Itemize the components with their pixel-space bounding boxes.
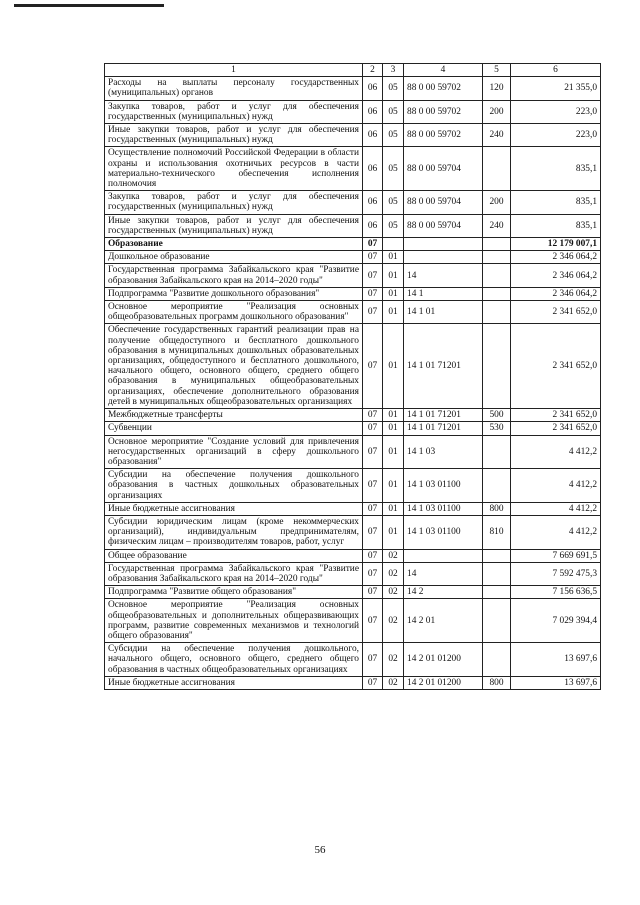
table-row bbox=[105, 251, 601, 264]
expense-type-cell bbox=[483, 586, 511, 599]
subsection-code-cell: 01 bbox=[383, 469, 404, 503]
subsection-code-cell bbox=[383, 238, 404, 251]
target-article-cell: 14 2 01 01200 bbox=[404, 643, 483, 677]
amount-cell: 4 412,2 bbox=[511, 469, 601, 503]
expense-type-cell bbox=[483, 238, 511, 251]
target-article-cell: 14 2 01 bbox=[404, 599, 483, 643]
expense-type-cell: 500 bbox=[483, 409, 511, 422]
amount-cell: 4 412,2 bbox=[511, 435, 601, 469]
amount-cell: 2 346 064,2 bbox=[511, 251, 601, 264]
row-name-cell: Дошкольное образование bbox=[105, 251, 363, 264]
subsection-code-cell: 01 bbox=[383, 409, 404, 422]
target-article-cell: 88 0 00 59702 bbox=[404, 77, 483, 100]
expense-type-cell: 240 bbox=[483, 124, 511, 147]
section-code-cell: 07 bbox=[363, 502, 383, 515]
amount-cell: 13 697,6 bbox=[511, 676, 601, 689]
row-name-cell: Подпрограмма "Развитие общего образования" bbox=[105, 586, 363, 599]
expense-type-cell: 800 bbox=[483, 676, 511, 689]
section-code-cell: 07 bbox=[363, 549, 383, 562]
row-name-cell: Образование bbox=[105, 238, 363, 251]
amount-cell: 835,1 bbox=[511, 191, 601, 214]
page-number: 56 bbox=[314, 844, 326, 856]
target-article-cell: 88 0 00 59704 bbox=[404, 214, 483, 237]
row-name-cell: Иные закупки товаров, работ и услуг для обеспечения государственных (муниципальных) нужд bbox=[105, 214, 363, 237]
row-name-cell: Государственная программа Забайкальского края "Развитие образования Забайкальского края на 2014–2020 годы" bbox=[105, 264, 363, 287]
amount-cell: 835,1 bbox=[511, 147, 601, 191]
subsection-code-cell: 05 bbox=[383, 147, 404, 191]
row-name-cell: Основное мероприятие "Реализация основных общеобразовательных и дополнительных общеразвивающих программ, развитие современных механизмов и технологий общего образования" bbox=[105, 599, 363, 643]
section-code-cell: 06 bbox=[363, 77, 383, 100]
amount-cell: 2 341 652,0 bbox=[511, 409, 601, 422]
header-cell: 6 bbox=[511, 64, 601, 77]
table-row bbox=[105, 191, 601, 214]
target-article-cell: 14 1 bbox=[404, 287, 483, 300]
expense-type-cell: 530 bbox=[483, 422, 511, 435]
row-name-cell: Основное мероприятие "Реализация основных общеобразовательных программ дошкольного образования" bbox=[105, 301, 363, 324]
target-article-cell: 14 bbox=[404, 562, 483, 585]
header-cell: 5 bbox=[483, 64, 511, 77]
target-article-cell: 88 0 00 59704 bbox=[404, 147, 483, 191]
subsection-code-cell: 02 bbox=[383, 562, 404, 585]
target-article-cell bbox=[404, 549, 483, 562]
table-row bbox=[105, 287, 601, 300]
subsection-code-cell: 02 bbox=[383, 586, 404, 599]
target-article-cell: 14 1 01 71201 bbox=[404, 422, 483, 435]
section-code-cell: 07 bbox=[363, 264, 383, 287]
expense-type-cell bbox=[483, 549, 511, 562]
subsection-code-cell: 02 bbox=[383, 643, 404, 677]
target-article-cell: 14 1 03 bbox=[404, 435, 483, 469]
table-row bbox=[105, 124, 601, 147]
amount-cell: 2 341 652,0 bbox=[511, 422, 601, 435]
table-row bbox=[105, 409, 601, 422]
row-name-cell: Субсидии на обеспечение получения дошкольного, начального общего, основного общего, среднего общего образования в частных общеобразовательных организациях bbox=[105, 643, 363, 677]
amount-cell: 223,0 bbox=[511, 124, 601, 147]
expense-type-cell bbox=[483, 562, 511, 585]
row-name-cell: Закупка товаров, работ и услуг для обеспечения государственных (муниципальных) нужд bbox=[105, 191, 363, 214]
table-row bbox=[105, 515, 601, 549]
table-row bbox=[105, 549, 601, 562]
expense-type-cell: 800 bbox=[483, 502, 511, 515]
subsection-code-cell: 02 bbox=[383, 549, 404, 562]
table-row bbox=[105, 264, 601, 287]
table-row bbox=[105, 599, 601, 643]
table-header-row bbox=[105, 64, 601, 77]
subsection-code-cell: 01 bbox=[383, 515, 404, 549]
target-article-cell: 14 1 03 01100 bbox=[404, 515, 483, 549]
row-name-cell: Субвенции bbox=[105, 422, 363, 435]
section-code-cell: 06 bbox=[363, 124, 383, 147]
target-article-cell: 88 0 00 59702 bbox=[404, 124, 483, 147]
table-row bbox=[105, 147, 601, 191]
subsection-code-cell: 01 bbox=[383, 301, 404, 324]
subsection-code-cell: 05 bbox=[383, 100, 404, 123]
subsection-code-cell: 01 bbox=[383, 287, 404, 300]
row-name-cell: Обеспечение государственных гарантий реализации прав на получение общедоступного и бесплатного дошкольного образования в муниципальных дошкольных образовательных организациях, общедоступного и бесплатного дошкольного, начального общего, основного общего, среднего общего образования в муниципальных общеобразовательных организациях, обеспечение дополнительного образования детей в муниципальных общеобразовательных организациях bbox=[105, 324, 363, 409]
expense-type-cell: 240 bbox=[483, 214, 511, 237]
amount-cell: 12 179 007,1 bbox=[511, 238, 601, 251]
section-code-cell: 07 bbox=[363, 676, 383, 689]
subsection-code-cell: 01 bbox=[383, 251, 404, 264]
scan-mark bbox=[14, 4, 164, 7]
subsection-code-cell: 05 bbox=[383, 214, 404, 237]
target-article-cell: 14 2 01 01200 bbox=[404, 676, 483, 689]
row-name-cell: Государственная программа Забайкальского края "Развитие образования Забайкальского края на 2014–2020 годы" bbox=[105, 562, 363, 585]
subsection-code-cell: 01 bbox=[383, 502, 404, 515]
section-code-cell: 07 bbox=[363, 515, 383, 549]
table-row bbox=[105, 502, 601, 515]
subsection-code-cell: 01 bbox=[383, 264, 404, 287]
amount-cell: 13 697,6 bbox=[511, 643, 601, 677]
table-row bbox=[105, 676, 601, 689]
target-article-cell bbox=[404, 238, 483, 251]
expense-type-cell bbox=[483, 147, 511, 191]
subsection-code-cell: 05 bbox=[383, 124, 404, 147]
section-code-cell: 06 bbox=[363, 214, 383, 237]
header-cell: 1 bbox=[105, 64, 363, 77]
table-row bbox=[105, 301, 601, 324]
section-code-cell: 07 bbox=[363, 469, 383, 503]
expense-type-cell bbox=[483, 469, 511, 503]
table-row bbox=[105, 469, 601, 503]
subsection-code-cell: 01 bbox=[383, 435, 404, 469]
section-code-cell: 06 bbox=[363, 191, 383, 214]
section-code-cell: 07 bbox=[363, 324, 383, 409]
section-code-cell: 07 bbox=[363, 251, 383, 264]
target-article-cell: 14 1 03 01100 bbox=[404, 502, 483, 515]
table-row bbox=[105, 238, 601, 251]
table-row bbox=[105, 214, 601, 237]
section-code-cell: 07 bbox=[363, 422, 383, 435]
section-code-cell: 07 bbox=[363, 301, 383, 324]
amount-cell: 835,1 bbox=[511, 214, 601, 237]
expense-type-cell bbox=[483, 251, 511, 264]
subsection-code-cell: 02 bbox=[383, 599, 404, 643]
row-name-cell: Межбюджетные трансферты bbox=[105, 409, 363, 422]
header-cell: 4 bbox=[404, 64, 483, 77]
table-row bbox=[105, 562, 601, 585]
amount-cell: 7 156 636,5 bbox=[511, 586, 601, 599]
expense-type-cell bbox=[483, 643, 511, 677]
expense-type-cell bbox=[483, 287, 511, 300]
amount-cell: 223,0 bbox=[511, 100, 601, 123]
target-article-cell: 88 0 00 59704 bbox=[404, 191, 483, 214]
expense-type-cell bbox=[483, 599, 511, 643]
row-name-cell: Субсидии юридическим лицам (кроме некоммерческих организаций), индивидуальным предпринимателям, физическим лицам – производителям товаров, работ, услуг bbox=[105, 515, 363, 549]
amount-cell: 7 029 394,4 bbox=[511, 599, 601, 643]
expense-type-cell: 120 bbox=[483, 77, 511, 100]
row-name-cell: Основное мероприятие "Создание условий для привлечения негосударственных организаций в сферу дошкольного образования" bbox=[105, 435, 363, 469]
amount-cell: 21 355,0 bbox=[511, 77, 601, 100]
header-cell: 3 bbox=[383, 64, 404, 77]
row-name-cell: Общее образование bbox=[105, 549, 363, 562]
row-name-cell: Иные бюджетные ассигнования bbox=[105, 676, 363, 689]
table-row bbox=[105, 324, 601, 409]
expense-type-cell bbox=[483, 301, 511, 324]
amount-cell: 2 341 652,0 bbox=[511, 324, 601, 409]
amount-cell: 2 346 064,2 bbox=[511, 264, 601, 287]
expense-type-cell: 810 bbox=[483, 515, 511, 549]
target-article-cell: 14 1 01 71201 bbox=[404, 324, 483, 409]
subsection-code-cell: 01 bbox=[383, 324, 404, 409]
budget-table bbox=[104, 63, 601, 690]
table-row bbox=[105, 435, 601, 469]
row-name-cell: Закупка товаров, работ и услуг для обеспечения государственных (муниципальных) нужд bbox=[105, 100, 363, 123]
subsection-code-cell: 01 bbox=[383, 422, 404, 435]
target-article-cell: 14 1 01 71201 bbox=[404, 409, 483, 422]
table-row bbox=[105, 100, 601, 123]
table-row bbox=[105, 643, 601, 677]
expense-type-cell: 200 bbox=[483, 191, 511, 214]
target-article-cell: 88 0 00 59702 bbox=[404, 100, 483, 123]
section-code-cell: 07 bbox=[363, 287, 383, 300]
row-name-cell: Подпрограмма "Развитие дошкольного образования" bbox=[105, 287, 363, 300]
expense-type-cell bbox=[483, 324, 511, 409]
amount-cell: 4 412,2 bbox=[511, 515, 601, 549]
amount-cell: 4 412,2 bbox=[511, 502, 601, 515]
subsection-code-cell: 05 bbox=[383, 77, 404, 100]
section-code-cell: 07 bbox=[363, 643, 383, 677]
table-row bbox=[105, 77, 601, 100]
section-code-cell: 07 bbox=[363, 599, 383, 643]
row-name-cell: Субсидии на обеспечение получения дошкольного образования в частных дошкольных образовательных организациях bbox=[105, 469, 363, 503]
section-code-cell: 07 bbox=[363, 409, 383, 422]
expense-type-cell bbox=[483, 435, 511, 469]
target-article-cell: 14 bbox=[404, 264, 483, 287]
table-row bbox=[105, 422, 601, 435]
section-code-cell: 07 bbox=[363, 435, 383, 469]
subsection-code-cell: 05 bbox=[383, 191, 404, 214]
target-article-cell: 14 1 01 bbox=[404, 301, 483, 324]
subsection-code-cell: 02 bbox=[383, 676, 404, 689]
row-name-cell: Осуществление полномочий Российской Федерации в области охраны и использования охотничьих ресурсов в части материально-технического обеспечения исполнения полномочия bbox=[105, 147, 363, 191]
amount-cell: 2 346 064,2 bbox=[511, 287, 601, 300]
header-cell: 2 bbox=[363, 64, 383, 77]
expense-type-cell: 200 bbox=[483, 100, 511, 123]
section-code-cell: 07 bbox=[363, 586, 383, 599]
section-code-cell: 07 bbox=[363, 238, 383, 251]
expense-type-cell bbox=[483, 264, 511, 287]
amount-cell: 7 669 691,5 bbox=[511, 549, 601, 562]
row-name-cell: Иные закупки товаров, работ и услуг для обеспечения государственных (муниципальных) нужд bbox=[105, 124, 363, 147]
row-name-cell: Расходы на выплаты персоналу государственных (муниципальных) органов bbox=[105, 77, 363, 100]
section-code-cell: 06 bbox=[363, 100, 383, 123]
target-article-cell: 14 1 03 01100 bbox=[404, 469, 483, 503]
table-row bbox=[105, 586, 601, 599]
row-name-cell: Иные бюджетные ассигнования bbox=[105, 502, 363, 515]
section-code-cell: 07 bbox=[363, 562, 383, 585]
amount-cell: 7 592 475,3 bbox=[511, 562, 601, 585]
target-article-cell bbox=[404, 251, 483, 264]
target-article-cell: 14 2 bbox=[404, 586, 483, 599]
section-code-cell: 06 bbox=[363, 147, 383, 191]
amount-cell: 2 341 652,0 bbox=[511, 301, 601, 324]
